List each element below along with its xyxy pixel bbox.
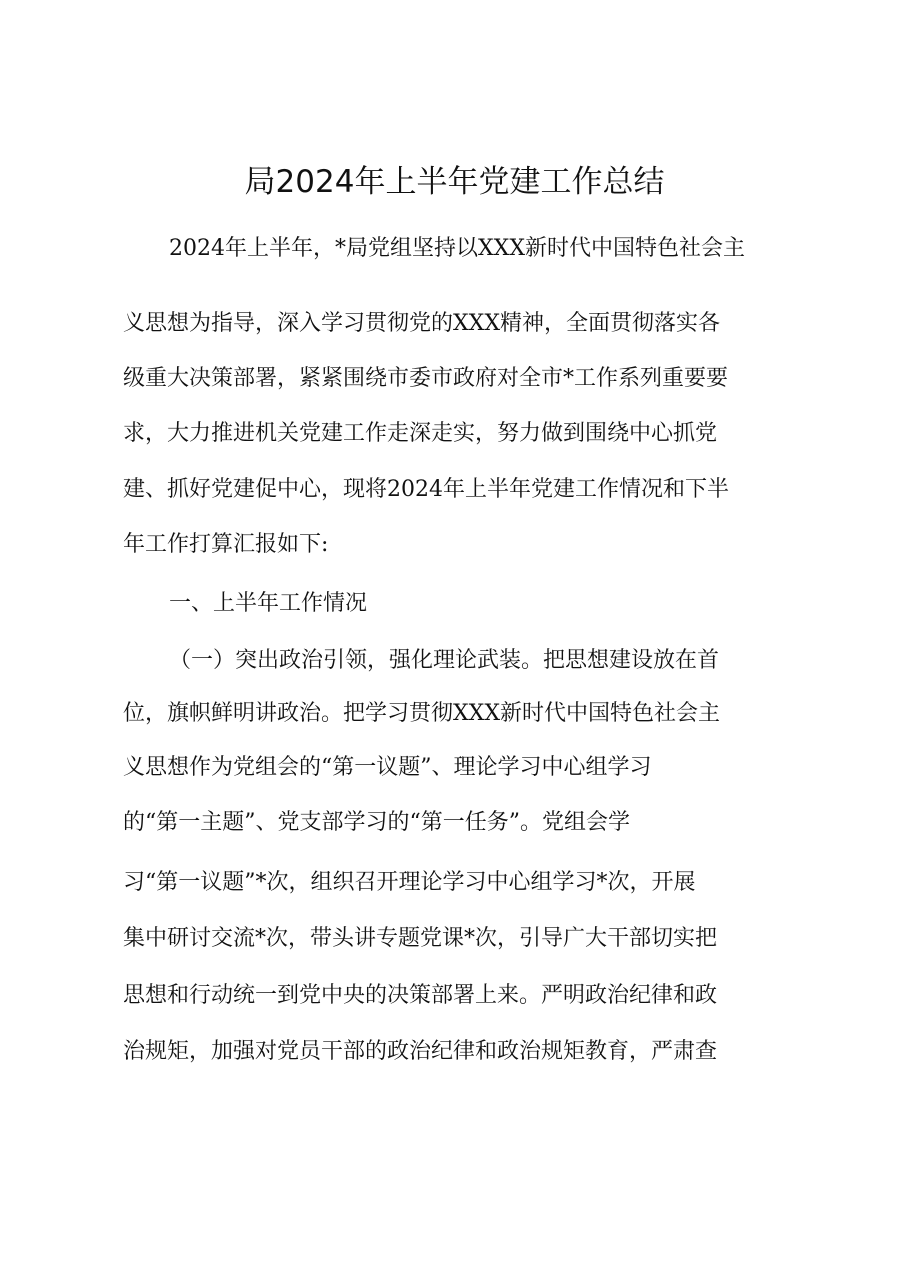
paragraph-line: 位，旗帜鲜明讲政治。把学习贯彻XXX新时代中国特色社会主 bbox=[123, 701, 720, 726]
section-heading: 一、上半年工作情况 bbox=[169, 591, 368, 616]
paragraph-line: 思想和行动统一到党中央的决策部署上来。严明政治纪律和政 bbox=[123, 983, 718, 1008]
document-title: 局2024年上半年党建工作总结 bbox=[244, 164, 665, 200]
paragraph-line: （一）突出政治引领，强化理论武装。把思想建设放在首 bbox=[169, 648, 720, 673]
paragraph-line: 年工作打算汇报如下: bbox=[123, 532, 329, 557]
paragraph-line: 建、抓好党建促中心，现将2024年上半年党建工作情况和下半 bbox=[123, 477, 729, 502]
paragraph-line: 治规矩，加强对党员干部的政治纪律和政治规矩教育，严肃查 bbox=[123, 1039, 718, 1064]
paragraph-line: 义思想为指导，深入学习贯彻党的XXX精神，全面贯彻落实各 bbox=[123, 311, 720, 336]
paragraph-line: 集中研讨交流*次，带头讲专题党课*次，引导广大干部切实把 bbox=[123, 926, 718, 951]
paragraph-line: 义思想作为党组会的“第一议题”、理论学习中心组学习 bbox=[123, 755, 652, 780]
paragraph-line: 2024年上半年，*局党组坚持以XXX新时代中国特色社会主 bbox=[169, 236, 745, 261]
paragraph-line: 习“第一议题”*次，组织召开理论学习中心组学习*次，开展 bbox=[123, 870, 696, 895]
paragraph-line: 求，大力推进机关党建工作走深走实，努力做到围绕中心抓党 bbox=[123, 421, 718, 446]
paragraph-line: 级重大决策部署，紧紧围绕市委市政府对全市*工作系列重要要 bbox=[123, 366, 729, 391]
paragraph-line: 的“第一主题”、党支部学习的“第一任务”。党组会学 bbox=[123, 810, 630, 835]
